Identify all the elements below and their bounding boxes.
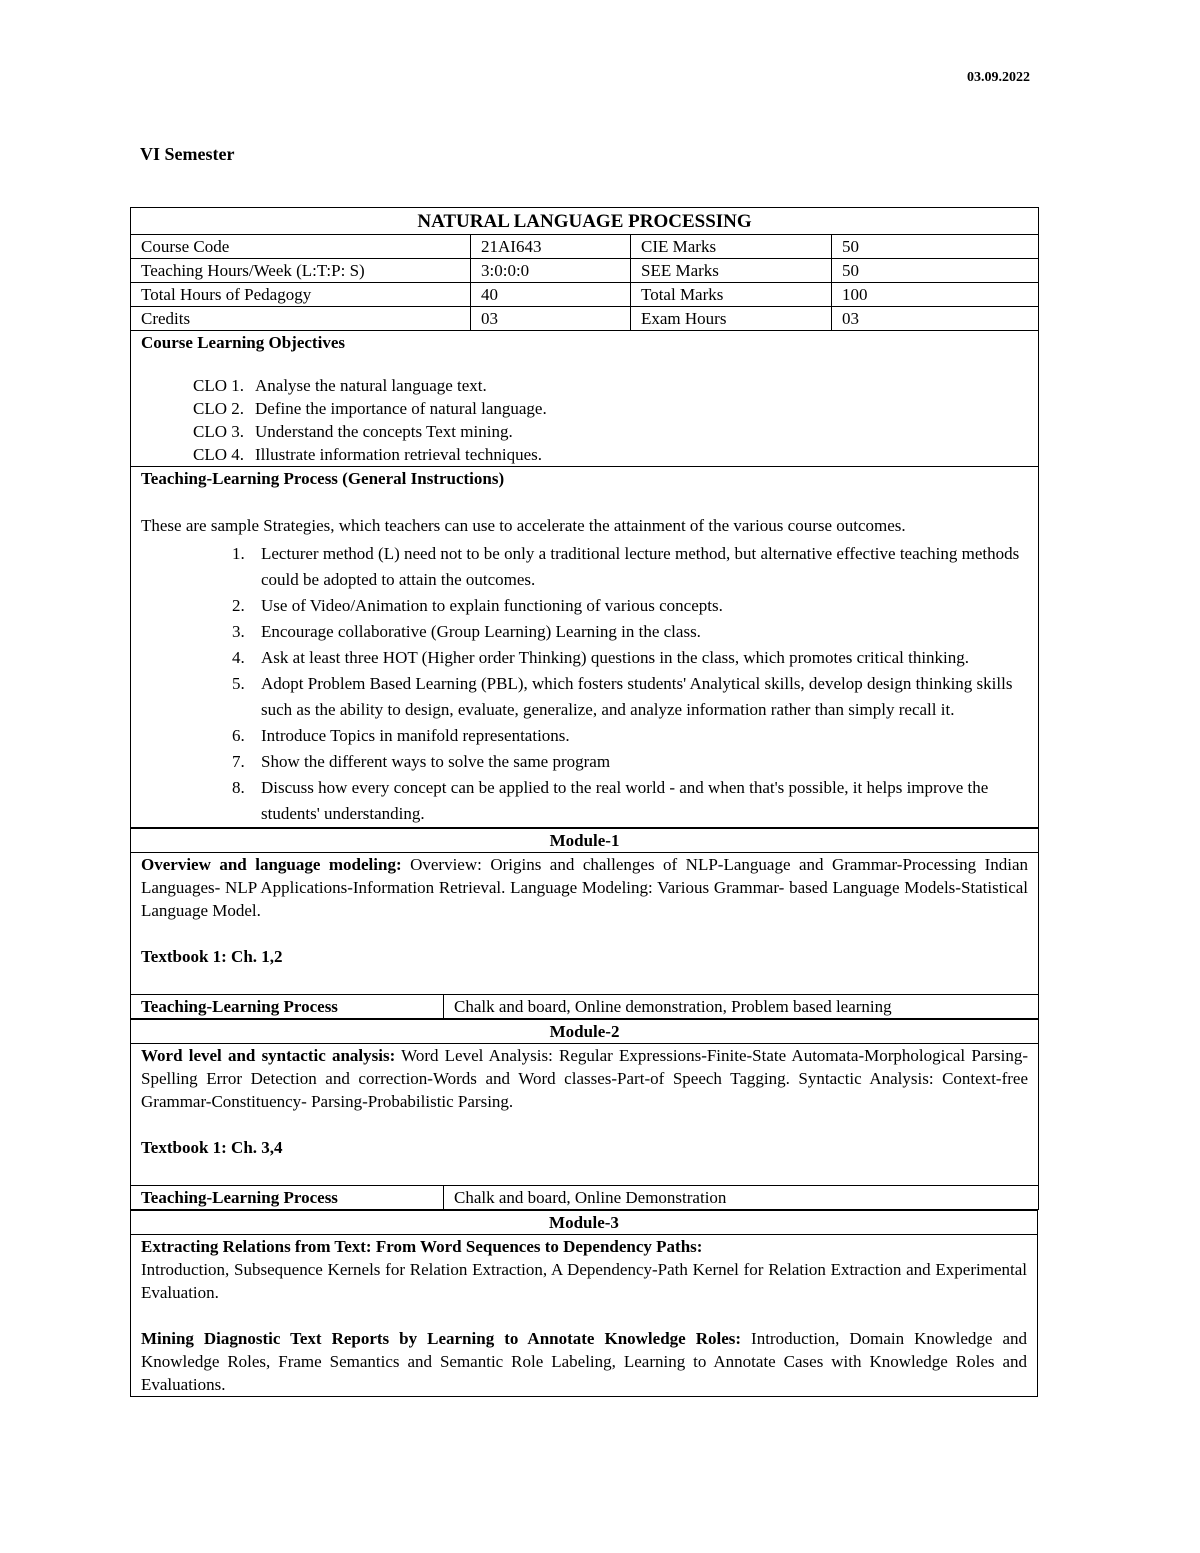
- tlp-label: Teaching-Learning Process: [131, 1186, 444, 1210]
- module-content: [131, 1044, 1039, 1186]
- module-subheading: Extracting Relations from Text: From Word Sequences to Dependency Paths:: [141, 1237, 703, 1256]
- strategy-list: [141, 541, 1028, 827]
- syllabus-document: [130, 207, 1038, 1397]
- strategy-item: 5. Adopt Problem Based Learning (PBL), which fosters students' Analytical skills, develop design thinking skills such as the ability to design, evaluate, generalize, and analyze information rather than simply recall it.: [249, 671, 1028, 723]
- module-text: Overview: Origins and challenges of NLP-Language and Grammar-Processing Indian Languages- NLP Applications-Information Retrieval. Language Modeling: Various Grammar- based Language Models-Statistical Language Model.: [141, 855, 1029, 920]
- teaching-process-heading: Teaching-Learning Process (General Instructions): [141, 469, 505, 488]
- strategy-item: 8. Discuss how every concept can be applied to the real world - and when that's possible, it helps improve the students' understanding.: [249, 775, 1028, 827]
- info-label: Exam Hours: [631, 307, 832, 331]
- clo-number: CLO 1.: [193, 376, 244, 395]
- info-label: SEE Marks: [631, 259, 832, 283]
- clo-item: [193, 374, 1028, 397]
- tlp-value: Chalk and board, Online Demonstration: [444, 1186, 1039, 1210]
- tlp-label: Teaching-Learning Process: [131, 995, 444, 1019]
- module-text: Introduction, Subsequence Kernels for Relation Extraction, A Dependency-Path Kernel for Relation Extraction and Experimental Evaluation.: [141, 1260, 1027, 1302]
- module-lead: Mining Diagnostic Text Reports by Learning to Annotate Knowledge Roles:: [141, 1329, 742, 1348]
- teaching-process-section: [131, 467, 1039, 828]
- info-label: Credits: [131, 307, 471, 331]
- strategy-item: 4. Ask at least three HOT (Higher order Thinking) questions in the class, which promotes critical thinking.: [249, 645, 1028, 671]
- module-content: [131, 1235, 1038, 1397]
- strategy-item: 3. Encourage collaborative (Group Learning) Learning in the class.: [249, 619, 1028, 645]
- clo-text: Illustrate information retrieval techniques.: [255, 445, 543, 464]
- module-title: Module-3: [131, 1211, 1038, 1235]
- module-description: [141, 1327, 1027, 1396]
- module-title: Module-1: [131, 829, 1039, 853]
- module-2-table: [130, 1019, 1039, 1210]
- info-value: 03: [471, 307, 631, 331]
- strategy-item: 1. Lecturer method (L) need not to be only a traditional lecture method, but alternative effective teaching methods could be adopted to attain the outcomes.: [249, 541, 1028, 593]
- module-textbook: Textbook 1: Ch. 3,4: [141, 1138, 283, 1157]
- clo-text: Define the importance of natural language.: [255, 399, 547, 418]
- strategy-item: 7. Show the different ways to solve the same program: [249, 749, 1028, 775]
- clo-text: Understand the concepts Text mining.: [255, 422, 513, 441]
- teaching-process-intro: These are sample Strategies, which teachers can use to accelerate the attainment of the various course outcomes.: [141, 516, 906, 535]
- module-content: [131, 853, 1039, 995]
- info-value: 21AI643: [471, 235, 631, 259]
- clo-item: [193, 420, 1028, 443]
- course-info-row: [131, 283, 1039, 307]
- module-title: Module-2: [131, 1020, 1039, 1044]
- module-text: Word Level Analysis: Regular Expressions-Finite-State Automata-Morphological Parsing-Spelling Error Detection and correction-Words and Word classes-Part-of Speech Tagging. Syntactic Analysis: Context-free Grammar-Constituency- Parsing-Probabilistic Parsing.: [141, 1046, 1029, 1111]
- clo-list: [193, 374, 1028, 466]
- module-1-table: [130, 828, 1039, 1019]
- objectives-heading: Course Learning Objectives: [141, 333, 345, 352]
- module-textbook: Textbook 1: Ch. 1,2: [141, 947, 283, 966]
- module-lead: Overview and language modeling:: [141, 855, 402, 874]
- document-date: 03.09.2022: [967, 70, 1030, 85]
- info-value: 50: [832, 259, 1039, 283]
- info-label: Course Code: [131, 235, 471, 259]
- strategy-item: 2. Use of Video/Animation to explain functioning of various concepts.: [249, 593, 1028, 619]
- objectives-section: [131, 331, 1039, 467]
- info-label: Total Marks: [631, 283, 832, 307]
- info-value: 50: [832, 235, 1039, 259]
- info-value: 03: [832, 307, 1039, 331]
- course-table: [130, 207, 1039, 828]
- clo-item: [193, 443, 1028, 466]
- info-label: CIE Marks: [631, 235, 832, 259]
- course-title: NATURAL LANGUAGE PROCESSING: [131, 208, 1039, 235]
- course-info-row: [131, 235, 1039, 259]
- clo-number: CLO 4.: [193, 445, 244, 464]
- clo-text: Analyse the natural language text.: [255, 376, 487, 395]
- clo-number: CLO 3.: [193, 422, 244, 441]
- info-label: Teaching Hours/Week (L:T:P: S): [131, 259, 471, 283]
- clo-item: [193, 397, 1028, 420]
- module-description: [141, 853, 1028, 922]
- module-description: [141, 1044, 1028, 1113]
- info-value: 3:0:0:0: [471, 259, 631, 283]
- module-text: Introduction, Domain Knowledge and Knowledge Roles, Frame Semantics and Semantic Role Labeling, Learning to Annotate Cases with Knowledge Roles and Evaluations.: [141, 1329, 1027, 1394]
- strategy-item: 6. Introduce Topics in manifold representations.: [249, 723, 1028, 749]
- semester-heading: VI Semester: [140, 144, 235, 164]
- module-lead: Word level and syntactic analysis:: [141, 1046, 396, 1065]
- info-label: Total Hours of Pedagogy: [131, 283, 471, 307]
- course-info-row: [131, 307, 1039, 331]
- info-value: 40: [471, 283, 631, 307]
- tlp-value: Chalk and board, Online demonstration, Problem based learning: [444, 995, 1039, 1019]
- module-3-table: [130, 1210, 1038, 1397]
- course-info-row: [131, 259, 1039, 283]
- info-value: 100: [832, 283, 1039, 307]
- clo-number: CLO 2.: [193, 399, 244, 418]
